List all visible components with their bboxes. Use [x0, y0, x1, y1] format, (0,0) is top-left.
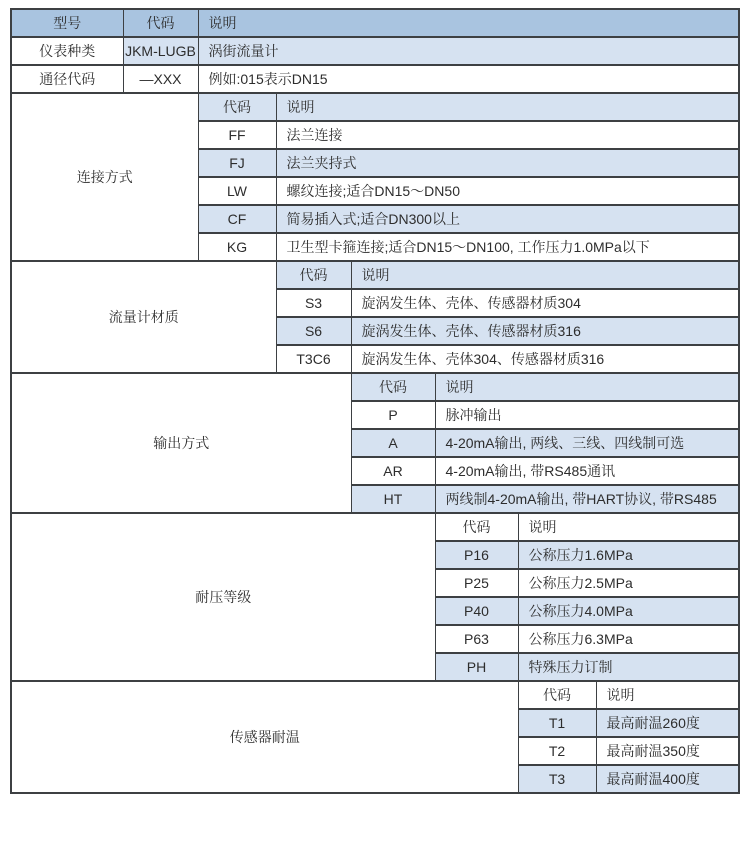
desc-cell: 旋涡发生体、壳体304、传感器材质316 [351, 345, 739, 373]
row-label-instrument-type: 仪表种类 [11, 37, 123, 65]
desc-cell: 特殊压力订制 [518, 653, 739, 681]
nested-header-code: 代码 [198, 93, 276, 121]
desc-cell: 最高耐温400度 [596, 765, 739, 793]
nested-header-desc: 说明 [435, 373, 739, 401]
desc-cell: 简易插入式;适合DN300以上 [276, 205, 739, 233]
table-row [11, 37, 739, 65]
code-cell: FJ [198, 149, 276, 177]
section-label-connection-type: 连接方式 [11, 93, 198, 261]
code-cell: P16 [435, 541, 518, 569]
code-cell: LW [198, 177, 276, 205]
nested-header-code: 代码 [351, 373, 435, 401]
header-model: 型号 [11, 9, 123, 37]
header-description: 说明 [198, 9, 739, 37]
table-row [11, 681, 739, 709]
code-cell: S3 [276, 289, 351, 317]
nested-header-desc: 说明 [276, 93, 739, 121]
desc-cell: 卫生型卡箍连接;适合DN15～DN100, 工作压力1.0MPa以下 [276, 233, 739, 261]
desc-cell: 涡街流量计 [198, 37, 739, 65]
nested-header-code: 代码 [435, 513, 518, 541]
nested-header-desc: 说明 [518, 513, 739, 541]
desc-cell: 脉冲输出 [435, 401, 739, 429]
code-cell: S6 [276, 317, 351, 345]
section-label-sensor-temperature: 传感器耐温 [11, 681, 518, 793]
desc-cell: 最高耐温260度 [596, 709, 739, 737]
desc-cell: 旋涡发生体、壳体、传感器材质316 [351, 317, 739, 345]
nested-header-desc: 说明 [351, 261, 739, 289]
desc-cell: 法兰夹持式 [276, 149, 739, 177]
row-label-diameter-code: 通径代码 [11, 65, 123, 93]
code-cell: P25 [435, 569, 518, 597]
code-cell: P [351, 401, 435, 429]
code-cell: PH [435, 653, 518, 681]
desc-cell: 法兰连接 [276, 121, 739, 149]
section-label-flowmeter-material: 流量计材质 [11, 261, 276, 373]
header-code: 代码 [123, 9, 198, 37]
desc-cell: 4-20mA输出, 两线、三线、四线制可选 [435, 429, 739, 457]
code-cell: P63 [435, 625, 518, 653]
table-row [11, 261, 739, 289]
code-cell: KG [198, 233, 276, 261]
desc-cell: 公称压力1.6MPa [518, 541, 739, 569]
code-cell: T2 [518, 737, 596, 765]
desc-cell: 公称压力2.5MPa [518, 569, 739, 597]
spec-selection-table [10, 8, 740, 794]
desc-cell: 两线制4-20mA输出, 带HART协议, 带RS485 [435, 485, 739, 513]
code-cell: —XXX [123, 65, 198, 93]
nested-header-code: 代码 [518, 681, 596, 709]
nested-header-desc: 说明 [596, 681, 739, 709]
code-cell: T3 [518, 765, 596, 793]
code-cell: FF [198, 121, 276, 149]
table-row [11, 373, 739, 401]
table-header-row [11, 9, 739, 37]
code-cell: HT [351, 485, 435, 513]
code-cell: T1 [518, 709, 596, 737]
code-cell: T3C6 [276, 345, 351, 373]
desc-cell: 公称压力6.3MPa [518, 625, 739, 653]
code-cell: A [351, 429, 435, 457]
table-row [11, 93, 739, 121]
desc-cell: 例如:015表示DN15 [198, 65, 739, 93]
section-label-pressure-rating: 耐压等级 [11, 513, 435, 681]
desc-cell: 旋涡发生体、壳体、传感器材质304 [351, 289, 739, 317]
desc-cell: 公称压力4.0MPa [518, 597, 739, 625]
code-cell: JKM-LUGB [123, 37, 198, 65]
code-cell: CF [198, 205, 276, 233]
desc-cell: 4-20mA输出, 带RS485通讯 [435, 457, 739, 485]
code-cell: P40 [435, 597, 518, 625]
nested-header-code: 代码 [276, 261, 351, 289]
desc-cell: 螺纹连接;适合DN15～DN50 [276, 177, 739, 205]
desc-cell: 最高耐温350度 [596, 737, 739, 765]
table-row [11, 513, 739, 541]
table-row [11, 65, 739, 93]
section-label-output-mode: 输出方式 [11, 373, 351, 513]
code-cell: AR [351, 457, 435, 485]
